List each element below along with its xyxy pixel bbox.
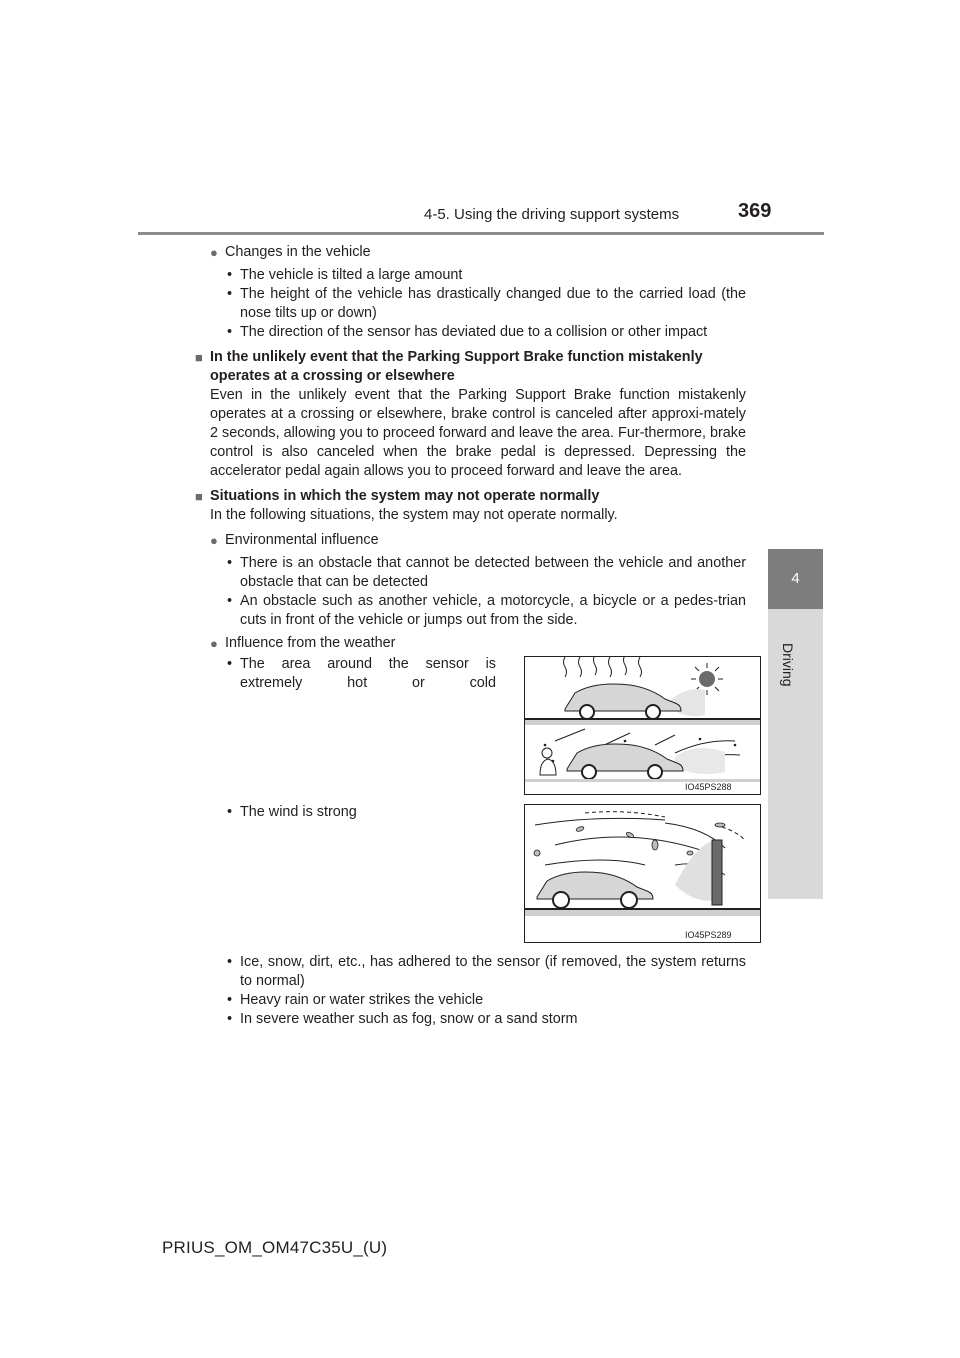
car-icon	[567, 744, 683, 779]
list-item: ● Changes in the vehicle	[210, 244, 371, 260]
circle-bullet-icon: ●	[210, 636, 218, 651]
list-item: • The height of the vehicle has drastically changed due to the carried load (the nose tilts up or down)	[227, 286, 746, 321]
bullet-icon: •	[227, 656, 233, 672]
list-item: • The area around the sensor is extremely hot or cold	[227, 656, 496, 691]
list-item: • There is an obstacle that cannot be detected between the vehicle and another obstacle that can be detected	[227, 555, 746, 590]
document-id: PRIUS_OM_OM47C35U_(U)	[162, 1238, 388, 1257]
figure-code: IO45PS288	[685, 782, 732, 792]
list-item: ● Environmental influence	[210, 532, 379, 548]
list-item: • An obstacle such as another vehicle, a motorcycle, a bicycle or a pedes-trian cuts in front of the vehicle or jumps out from the side.	[227, 593, 746, 628]
bullet-icon: •	[227, 267, 233, 283]
strong-wind-illustration	[525, 805, 760, 942]
bullet-icon: •	[227, 286, 233, 302]
circle-bullet-icon: ●	[210, 533, 218, 548]
section-title: 4-5. Using the driving support systems	[424, 206, 680, 223]
figure-hot-cold	[524, 656, 761, 795]
hot-cold-illustration	[525, 657, 760, 794]
list-item: • In severe weather such as fog, snow or a sand storm	[227, 1011, 578, 1027]
list-item: • The direction of the sensor has deviated due to a collision or other impact	[227, 324, 708, 340]
weather-list-continued	[210, 953, 746, 1029]
section-heading: ■ Situations in which the system may not operate normally	[195, 488, 600, 504]
list-item: • The vehicle is tilted a large amount	[227, 267, 463, 283]
figure-strong-wind	[524, 804, 761, 943]
leaf-icon	[534, 823, 725, 856]
chapter-tab-number: 4	[768, 549, 823, 609]
header-rule	[138, 232, 824, 235]
page-number: 369	[738, 200, 772, 222]
bullet-icon: •	[227, 992, 233, 1008]
figure-code: IO45PS289	[685, 930, 732, 940]
bullet-icon: •	[227, 804, 233, 820]
list-item: • The wind is strong	[227, 804, 357, 820]
bullet-icon: •	[227, 555, 233, 571]
car-icon	[565, 684, 681, 719]
square-bullet-icon: ■	[195, 489, 203, 504]
section-heading: ■ In the unlikely event that the Parking Support Brake function mistakenly operates at a crossing or elsewhere	[195, 349, 703, 384]
chapter-tab-label: Driving	[780, 643, 796, 687]
list-item: ● Influence from the weather	[210, 635, 396, 651]
wall-icon	[712, 840, 722, 905]
main-content	[195, 240, 746, 653]
bullet-icon: •	[227, 324, 233, 340]
square-bullet-icon: ■	[195, 350, 203, 365]
circle-bullet-icon: ●	[210, 245, 218, 260]
paragraph: Even in the unlikely event that the Parking Support Brake function mistakenly operates at a crossing or elsewhere, brake control is canceled after approxi-mately 2 seconds, allowing you to proceed forward and leave the area. Fur-thermore, brake control is also canceled when the brake pedal is depressed. Depressing the accelerator pedal again allows you to proceed forward and leave the area.	[210, 387, 746, 479]
paragraph: In the following situations, the system may not operate normally.	[210, 507, 618, 523]
list-item: • Heavy rain or water strikes the vehicle	[227, 992, 484, 1008]
list-item: • Ice, snow, dirt, etc., has adhered to the sensor (if removed, the system returns to normal)	[227, 954, 746, 989]
bullet-icon: •	[227, 1011, 233, 1027]
bullet-icon: •	[227, 954, 233, 970]
bullet-icon: •	[227, 593, 233, 609]
car-icon	[537, 872, 653, 908]
